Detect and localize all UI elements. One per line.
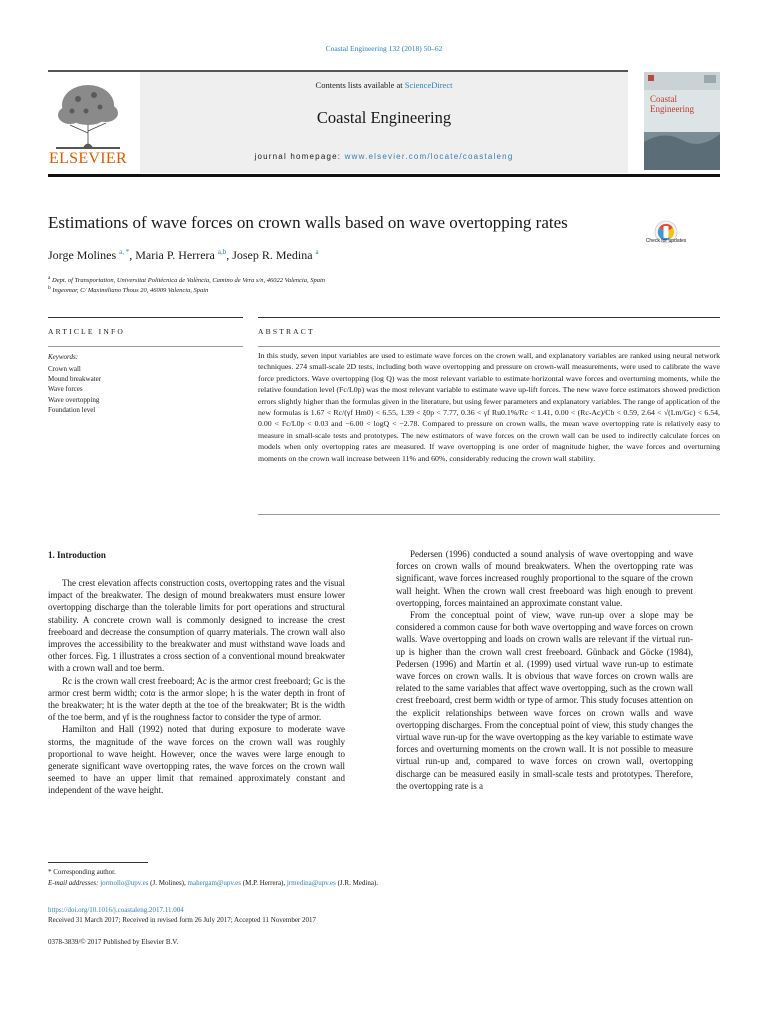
- author-list: Jorge Molines $^{a, *}$, Maria P. Herrera $^{a,b}$, Josep R. Medina $^a$: [48, 248, 319, 262]
- paragraph: The crest elevation affects construction costs, overtopping rates and the visual impact of the breakwater. The design of mound breakwaters must ensure lower overtopping discharge than the tolerable limits for port operations and structural stability. A concrete crown wall is commonly designed to increase the crest freeboard and decrease the consumption of quarry materials. The crown wall also improves the accessibility to the breakwater and must withstand wave loads and other forces. Fig. 1 illustrates a cross section of a conventional mound breakwater with a crown wall and toe berm.: [48, 578, 345, 674]
- author-affiliation-mark[interactable]: a,b: [217, 248, 227, 256]
- keywords-label: Keywords:: [48, 353, 79, 361]
- doi-link[interactable]: https://doi.org/10.1016/j.coastaleng.2017.11.004: [48, 906, 184, 914]
- abstract-rule: [258, 317, 720, 318]
- paragraph: Rc is the crown wall crest freeboard; Ac is the armor crest freeboard; Gc is the armor crest berm width; cotα is the armor slope; h is the water depth in front of the breakwater; ht is the water depth at the toe of the breakwater; Bt is the width of the toe berm, and γf is the roughness factor to consider the type of armor.: [48, 675, 345, 723]
- abstract-heading: ABSTRACT: [258, 327, 315, 336]
- keyword: Wave forces: [48, 385, 83, 394]
- paragraph: Pedersen (1996) conducted a sound analysis of wave overtopping and wave forces on crown walls of mound breakwaters. When the overtopping rate was significant, wave forces increased roughly proportional to the square of the crown wall height. When the crown wall crest freeboard was high enough to prevent overtopping, forces maintained an approximate constant value.: [396, 549, 693, 608]
- article-info-heading: ARTICLE INFO: [48, 327, 125, 336]
- contents-line: Contents lists available at ScienceDirect: [315, 80, 453, 90]
- copyright: 0378-3839/© 2017 Published by Elsevier B.V.: [48, 938, 179, 946]
- paragraph: From the conceptual point of view, wave run-up over a slope may be considered a common cause for both wave overtopping and wave forces on crown walls. Wave overtopping and loads on crown walls are relevant if the virtual run-up is higher than the crown wall crest freeboard. Günback and Göcke (1984), Pedersen (1996) and Martín et al. (1999) used virtual wave run-up to estimate wave forces on crown walls. It is obvious that wave forces on crown walls are related to the same variables that affect wave overtopping, such as the crown wall crest freeboard, crest berm width or type of armor. This study focuses attention on the explicit relationships between wave forces on crown walls and wave overtopping discharges. From the conceptual point of view, this study changes the virtual wave run-up for the wave overtopping as the key variable to estimate wave forces and overturning moments on the crown wall. It is not possible to measure virtual run-up and, compared to wave forces on crown wall, overtopping discharge can be measured easily in small-scale tests and prototypes. Therefore, the overtopping rate is a: [396, 610, 693, 791]
- author-name[interactable]: Josep R. Medina: [232, 248, 313, 262]
- email-addresses: E-mail addresses: jormollo@upv.es (J. Molines), mahergam@upv.es (M.P. Herrera), jrmedina@upv.es (J.R. Medina).: [48, 879, 379, 887]
- author-affiliation-mark[interactable]: a, *: [119, 248, 130, 256]
- cover-title: Coastal Engineering: [650, 94, 694, 114]
- journal-name: Coastal Engineering: [316, 108, 452, 127]
- abstract-text: In this study, seven input variables are used to estimate wave forces on the crown wall, and explanatory variables are ranked using neural network techniques. 274 small-scale 2D tests, including both wave overtopping and pressure on crown-wall measurements, were used to calibrate the wave force predictors. Wave overtopping (log Q) was the most relevant variable to estimate horizontal wave forces and overturning moments, while the relative foundation level (Fc/L0p) was the most relevant variable to estimate wave up-lift forces. The new wave force estimators showed prediction errors slightly higher than the formulas given in the literature, but using fewer parameters and explanatory variables. The range of application of the new formulas is 1.67 < Rc/(γf Hm0) < 6.55, 1.39 < ξ0p < 7.77, 0.36 < γf Ru0.1%/Rc < 1.41, 0.00 < (Rc-Ac)/Cb < 0.59, 2.64 < √(Lm/Gc) < 6.54, 0.00 < Fc/L0p < 0.03 and −6.00 < logQ < −2.78. Compared to pressure on crown walls, the mean wave overtopping rate is relatively easy to measure in small-scale tests and prototypes. The new estimators of wave forces on the crown wall can be used to indirectly calculate forces on models when only overtopping rates are measured. If wave overtopping is one order of magnitude higher, the wave forces and overturning moments on the crown wall increase between 11% and 60%, considerably reducing the crown wall stability.: [258, 351, 720, 463]
- email-link[interactable]: mahergam@upv.es: [187, 879, 242, 887]
- journal-cover-image[interactable]: [644, 72, 720, 170]
- journal-homepage: journal homepage: www.elsevier.com/locate/coastaleng: [254, 152, 514, 161]
- article-info-rule: [48, 317, 243, 318]
- footnote-rule: [48, 862, 148, 863]
- header-bottom-rule: [48, 174, 720, 177]
- cover-art: [644, 72, 720, 170]
- sciencedirect-link[interactable]: ScienceDirect: [404, 80, 453, 90]
- top-rule: [48, 70, 628, 72]
- crossmark-icon[interactable]: [644, 213, 688, 253]
- keyword: Foundation level: [48, 405, 96, 414]
- keyword: Mound breakwater: [48, 375, 102, 384]
- author-name[interactable]: Jorge Molines: [48, 248, 117, 262]
- corresponding-author-note: * Corresponding author.: [48, 868, 116, 876]
- paragraph: Hamilton and Hall (1992) noted that during exposure to moderate wave storms, the magnitude of the wave forces on the crown wall was roughly proportional to wave height. However, once the waves were large enough to generate significant wave overtopping rates, the wave forces on the crown wall seemed to have an upper limit that remained approximately constant and independent of the wave height.: [48, 724, 345, 796]
- body-column-left: [48, 577, 345, 797]
- author-name[interactable]: Maria P. Herrera: [135, 248, 215, 262]
- affiliation: $^b$ Ingeomar, C/ Maximiliano Thous 20, 46009 Valencia, Spain: [48, 285, 209, 295]
- keywords-list: [48, 364, 101, 415]
- journal-reference[interactable]: Coastal Engineering 132 (2018) 50–62: [325, 44, 443, 53]
- abstract-bottom-rule: [258, 514, 720, 515]
- elsevier-wordmark: ELSEVIER: [49, 150, 127, 167]
- section-heading-introduction: 1. Introduction: [48, 550, 106, 560]
- received-dates: Received 31 March 2017; Received in revised form 26 July 2017; Accepted 11 November 2017: [48, 916, 317, 924]
- body-column-right: [396, 548, 693, 792]
- article-info-subrule: [48, 346, 243, 347]
- article-title: Estimations of wave forces on crown walls based on wave overtopping rates: [48, 213, 568, 232]
- affiliation: $^a$ Dept. of Transportation, Universitat Politècnica de València, Camino de Vera s/n, 46022 Valencia, Spain: [48, 275, 326, 285]
- keyword: Wave overtopping: [48, 395, 100, 404]
- author-affiliation-mark[interactable]: a: [315, 248, 319, 256]
- email-link[interactable]: jrmedina@upv.es: [286, 879, 336, 887]
- homepage-link[interactable]: www.elsevier.com/locate/coastaleng: [344, 152, 514, 161]
- abstract-subrule: [258, 346, 720, 347]
- crossmark-label[interactable]: Check for updates: [645, 238, 687, 244]
- email-link[interactable]: jormollo@upv.es: [100, 879, 149, 887]
- keyword: Crown wall: [48, 365, 81, 373]
